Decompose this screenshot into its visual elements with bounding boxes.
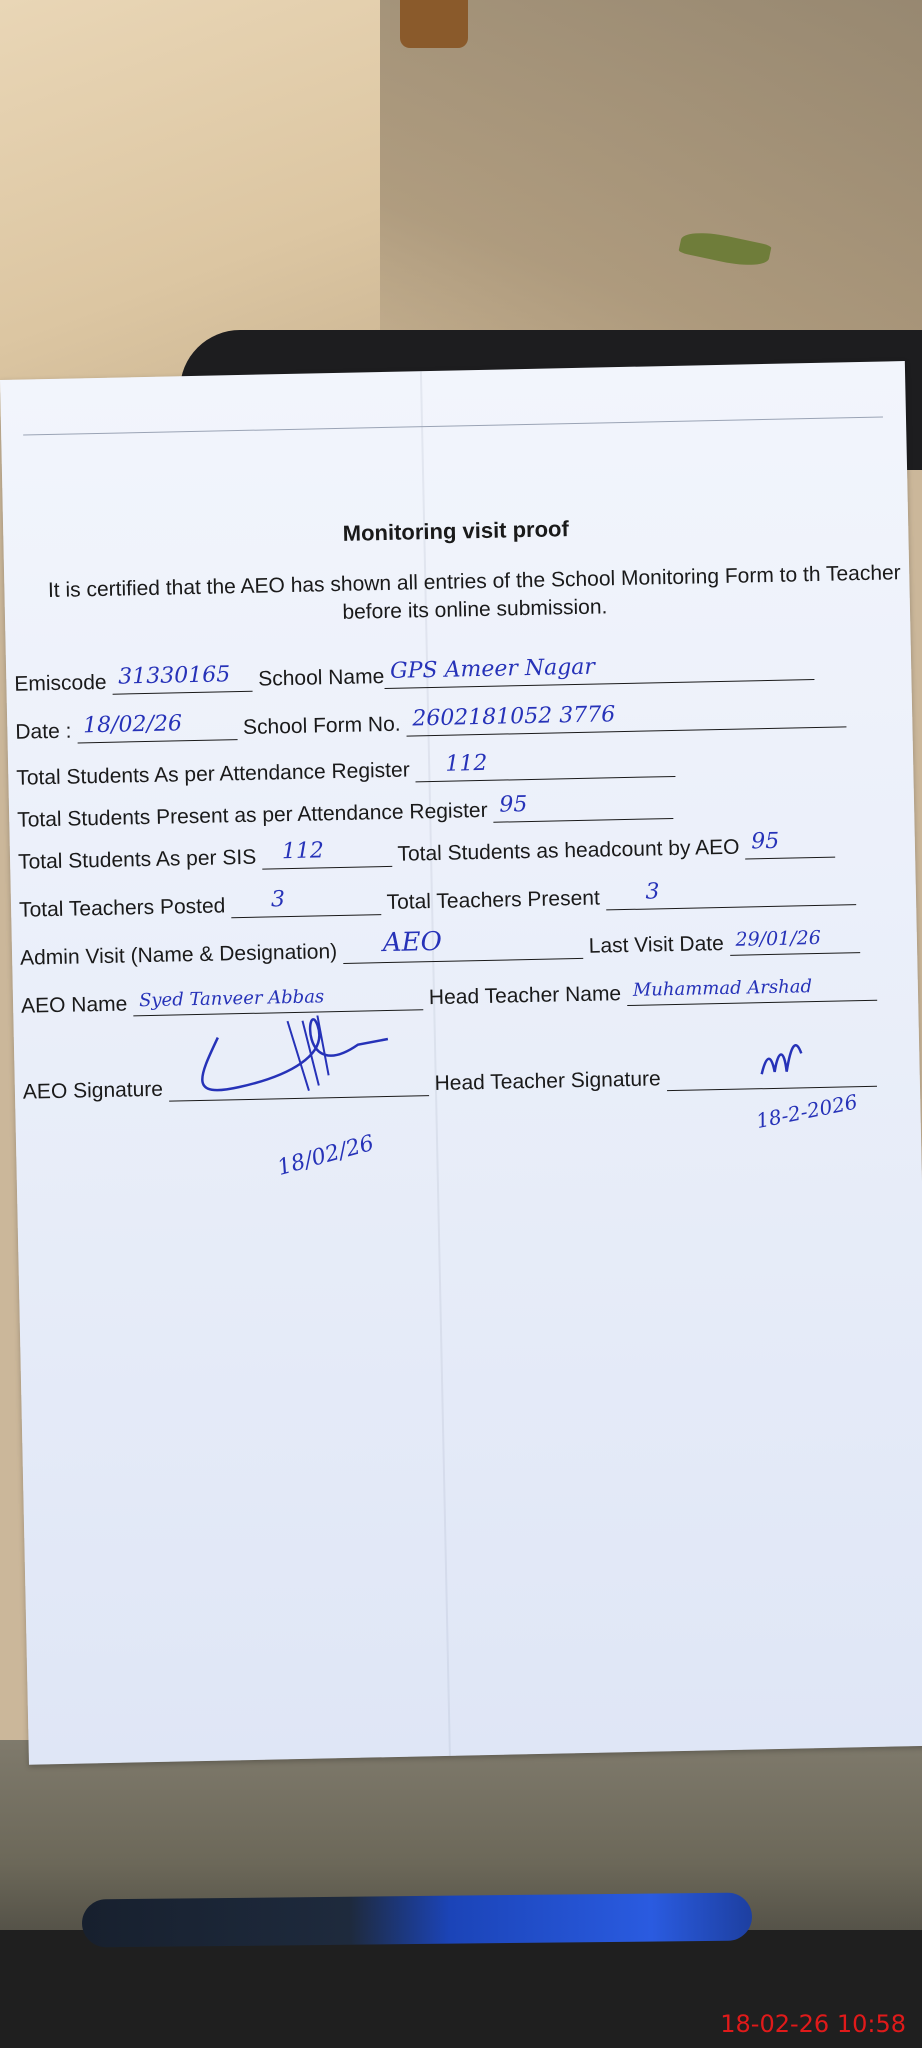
students-present-value: 95 [499,792,528,818]
row-students-sis [17,828,836,875]
students-sis-field [262,838,392,870]
emiscode-field [112,662,252,695]
form-paper [0,361,922,1765]
teachers-present-field [605,880,855,910]
teachers-posted-value: 3 [270,887,286,913]
camera-timestamp: 18-02-26 10:58 [720,2010,906,2038]
teachers-present-label: Total Teachers Present [386,886,601,915]
students-headcount-value: 95 [750,828,780,855]
school-name-field [384,655,814,689]
head-teacher-signature-label: Head Teacher Signature [434,1067,661,1096]
row-date [15,702,846,744]
students-present-label: Total Students Present as per Attendance Register [16,798,488,832]
row-students-attendance [16,752,676,791]
emiscode-value: 31330165 [118,662,231,690]
date-label: Date : [15,719,72,744]
school-name-value: GPS Ameer Nagar [389,654,596,684]
aeo-name-label: AEO Name [20,992,128,1018]
head-teacher-name-label: Head Teacher Name [428,982,622,1010]
row-students-present [17,794,674,833]
students-sis-label: Total Students As per SIS [17,845,257,874]
students-present-field [493,794,673,823]
admin-visit-field [343,926,583,964]
students-headcount-field [745,828,836,860]
students-attendance-label: Total Students As per Attendance Register [16,758,410,790]
last-visit-date-value: 29/01/26 [735,926,822,951]
students-attendance-value: 112 [445,750,488,777]
school-form-no-value: 2602181052 3776 [412,702,616,732]
teachers-posted-field [231,887,381,918]
last-visit-date-field [729,928,859,956]
date-field [77,711,237,743]
row-teachers [19,880,856,923]
form-title: Monitoring visit proof [342,516,570,546]
last-visit-date-label: Last Visit Date [588,931,724,958]
aeo-name-value: Syed Tanveer Abbas [138,986,325,1012]
pen [82,1892,752,1947]
wooden-stick [400,0,468,48]
certification-text: It is certified that the AEO has shown all entries of the School Monitoring Form to th Teacher before its online submission. [47,561,901,624]
head-teacher-name-field [627,976,877,1006]
row-signatures [23,1062,877,1105]
admin-visit-value: AEO [382,926,443,959]
students-sis-value: 112 [281,838,325,865]
emiscode-label: Emiscode [14,670,107,696]
aeo-signature-date: 18/02/26 [274,1130,377,1181]
head-teacher-signature-field [666,1062,876,1091]
school-form-no-label: School Form No. [242,712,401,739]
aeo-signature-field [169,1071,429,1101]
students-attendance-field [415,752,675,782]
head-teacher-name-value: Muhammad Arshad [632,976,813,1001]
head-teacher-signature-mark [756,1033,817,1084]
row-names [21,976,877,1019]
row-emiscode [14,655,814,697]
aeo-name-field [133,985,423,1016]
school-name-label: School Name [257,665,385,691]
school-form-no-field [406,702,846,736]
teachers-posted-label: Total Teachers Posted [18,894,226,922]
aeo-signature-label: AEO Signature [22,1077,164,1104]
date-value: 18/02/26 [82,711,183,739]
teachers-present-value: 3 [645,879,660,905]
top-rule [23,417,883,436]
students-headcount-label: Total Students as headcount by AEO [397,835,740,866]
row-admin-visit [20,928,860,971]
admin-visit-label: Admin Visit (Name & Designation) [19,940,338,970]
head-teacher-signature-date: 18-2-2026 [754,1089,860,1133]
aeo-signature-mark [177,1014,409,1109]
